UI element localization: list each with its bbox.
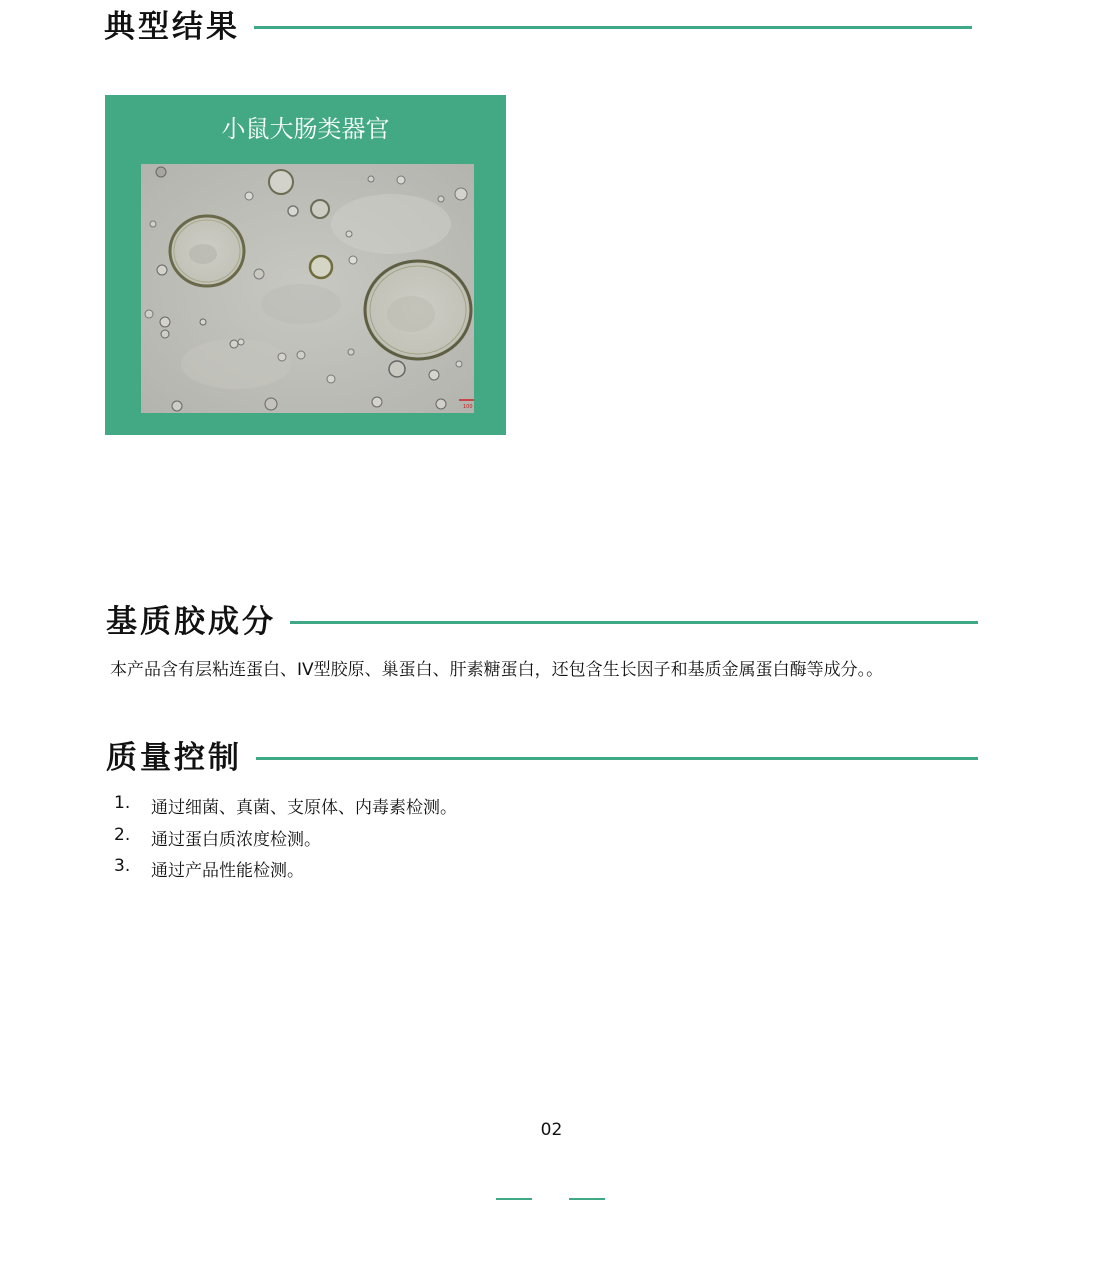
organoid-figure-card [105, 95, 506, 435]
organoid-micrograph [141, 164, 474, 413]
matrix-description: 本产品含有层粘连蛋白、IV型胶原、巢蛋白、肝素糖蛋白，还包含生长因子和基质金属蛋白酶等成分。。 [110, 660, 884, 680]
matrix-section-rule [290, 621, 978, 624]
results-section-header [104, 9, 972, 45]
list-item-text: 通过细菌、真菌、支原体、内毒素检测。 [151, 798, 457, 818]
results-section-rule [254, 26, 972, 29]
footer-dash-right [569, 1198, 605, 1200]
matrix-section-header [106, 604, 978, 640]
quality-control-list [114, 793, 457, 888]
list-item-text: 通过产品性能检测。 [151, 861, 304, 881]
list-item-text: 通过蛋白质浓度检测。 [151, 829, 321, 850]
quality-section-title: 质量控制 [106, 740, 242, 776]
list-item-number: 1. [114, 793, 131, 813]
footer-dash-left [496, 1198, 532, 1200]
figure-caption: 小鼠大肠类器官 [221, 115, 390, 143]
list-item [114, 856, 457, 888]
list-item-number: 3. [114, 856, 131, 876]
results-section-title: 典型结果 [104, 9, 240, 45]
matrix-section-title: 基质胶成分 [106, 604, 276, 640]
list-item [114, 793, 457, 825]
list-item [114, 825, 457, 857]
list-item-number: 2. [114, 824, 131, 845]
quality-section-header [106, 740, 978, 776]
quality-section-rule [256, 757, 978, 760]
scale-bar-label: 100 [463, 404, 473, 410]
page-number: 02 [540, 1120, 563, 1140]
